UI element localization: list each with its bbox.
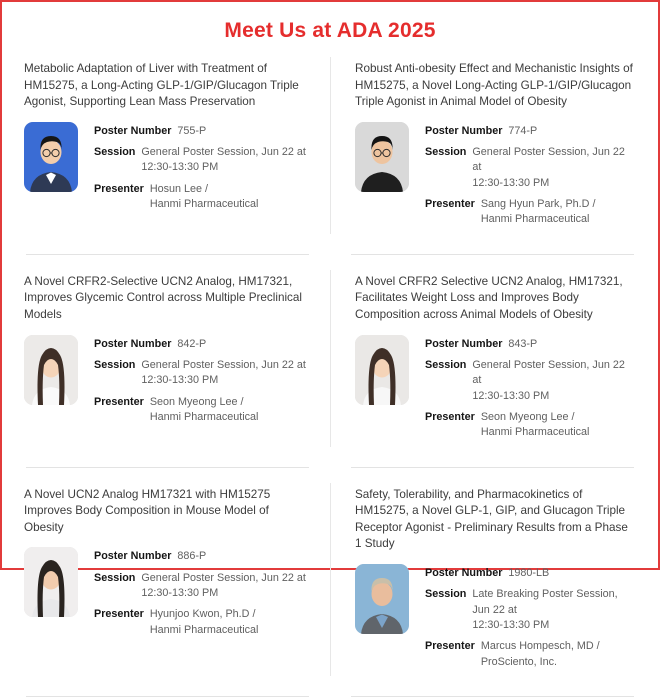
presenter-photo [24,122,78,192]
poster-row-2 [22,270,638,447]
poster-title: Robust Anti-obesity Effect and Mechanistic Insights of HM15275, a Novel Long-Acting GLP-1/GIP/Glucagon Triple Agonist in Animal Model of Obesity [355,62,633,109]
poster-number-label: Poster Number [94,124,172,137]
poster-number-value: 755-P [177,124,207,137]
presenter-line2: Hanmi Pharmaceutical [480,213,590,226]
session-line1: General Poster Session, Jun 22 at [472,358,625,387]
presenter-label: Presenter [94,608,144,621]
session-label: Session [94,358,136,371]
presenter-label: Presenter [425,640,475,653]
row-divider [26,254,634,255]
session-row [94,358,306,389]
presenter-label: Presenter [94,182,144,195]
poster-card-774 [330,57,638,234]
presenter-line2: Hanmi Pharmaceutical [480,426,590,439]
presenter-photo [355,335,409,405]
session-line1: General Poster Session, Jun 22 at [141,571,306,584]
presenter-photo [24,547,78,617]
presenter-line2: Hanmi Pharmaceutical [149,623,259,636]
poster-title: A Novel CRFR2 Selective UCN2 Analog, HM17321, Facilitates Weight Loss and Improves Body Composition across Animal Models of Obesity [355,274,623,322]
poster-number-row [425,337,636,352]
session-label: Session [94,571,136,584]
poster-number-value: 774-P [508,124,538,137]
poster-card-843 [330,270,638,447]
poster-card-886 [22,483,330,676]
session-row [94,145,306,176]
session-value [472,587,636,633]
poster-number-label: Poster Number [425,337,503,350]
presenter-line1: Sang Hyun Park, Ph.D / [480,198,596,211]
poster-card-755 [22,57,330,234]
presenter-line1: Hyunjoo Kwon, Ph.D / [149,608,256,621]
presenter-line1: Seon Myeong Lee / [480,410,575,423]
presenter-value [150,607,259,638]
presenter-label: Presenter [425,198,475,211]
poster-number-label: Poster Number [94,550,172,563]
session-line1: General Poster Session, Jun 22 at [472,146,625,174]
presenter-avatar-illustration [355,122,409,192]
session-line2: 12:30-13:30 PM [141,587,219,600]
presenter-value [481,197,596,228]
session-line1: General Poster Session, Jun 22 at [141,146,306,159]
presenter-photo [24,335,78,405]
poster-card-1980 [330,483,638,676]
poster-card-842 [22,270,330,447]
session-value [141,145,305,176]
presenter-value [150,182,259,213]
poster-number-label: Poster Number [425,124,503,137]
presenter-avatar-illustration [24,335,78,405]
poster-number-value: 842-P [177,337,207,350]
session-line2: 12:30-13:30 PM [141,374,219,387]
session-row [94,571,306,602]
poster-number-row [94,549,306,564]
session-value [141,358,305,389]
poster-number-row [425,566,636,581]
poster-title: A Novel UCN2 Analog HM17321 with HM15275 Improves Body Composition in Mouse Model of Obesity [24,487,271,534]
presenter-line1: Marcus Hompesch, MD / [480,640,600,653]
session-label: Session [94,146,136,159]
poster-number-label: Poster Number [425,567,503,580]
session-value [472,358,636,404]
presenter-line2: Hanmi Pharmaceutical [149,410,259,423]
session-line2: 12:30-13:30 PM [472,619,550,632]
session-line1: General Poster Session, Jun 22 at [141,358,306,371]
session-row [425,358,636,404]
presenter-avatar-illustration [24,547,78,617]
presenter-row [94,607,306,638]
presenter-value [481,639,600,670]
presenter-value [481,410,590,441]
session-line2: 12:30-13:30 PM [141,161,219,174]
presenter-row [94,395,306,426]
presenter-row [94,182,306,213]
row-divider [26,467,634,468]
session-line1: Late Breaking Poster Session, Jun 22 at [472,588,618,616]
poster-number-value: 843-P [508,337,538,350]
presenter-photo [355,122,409,192]
presenter-row [425,410,636,441]
poster-title: A Novel CRFR2-Selective UCN2 Analog, HM17321, Improves Glycemic Control across Multiple Preclinical Models [24,274,302,322]
poster-number-label: Poster Number [94,337,172,350]
poster-number-value: 886-P [177,550,207,563]
presenter-value [150,395,259,426]
presenter-photo [355,564,409,634]
poster-number-row [425,124,636,139]
poster-row-1 [22,57,638,234]
presenter-line1: Hosun Lee / [149,182,209,195]
poster-title: Safety, Tolerability, and Pharmacokinetics of HM15275, a Novel GLP-1, GIP, and Glucagon Triple Receptor Agonist - Preliminary Results from a Phase 1 Study [355,487,628,551]
presenter-label: Presenter [94,395,144,408]
page-header [2,2,658,57]
session-line2: 12:30-13:30 PM [472,389,550,402]
presenter-row [425,639,636,670]
poster-number-row [94,337,306,352]
session-value [141,571,305,602]
session-value [472,145,636,191]
presenter-avatar-illustration [355,335,409,405]
session-row [425,587,636,633]
poster-number-value: 1980-LB [508,567,550,580]
presenter-line2: ProSciento, Inc. [480,655,558,668]
session-line2: 12:30-13:30 PM [472,176,550,189]
session-label: Session [425,146,467,159]
poster-title: Metabolic Adaptation of Liver with Treatment of HM15275, a Long-Acting GLP-1/GIP/Glucagon Triple Agonist, Supporting Lean Mass Preservation [24,62,299,109]
session-label: Session [425,588,467,601]
session-row [425,145,636,191]
presenter-avatar-illustration [24,122,78,192]
poster-grid [2,57,658,697]
presenter-line1: Seon Myeong Lee / [149,395,244,408]
presenter-row [425,197,636,228]
poster-row-3 [22,483,638,676]
presenter-avatar-illustration [355,564,409,634]
presenter-line2: Hanmi Pharmaceutical [149,198,259,211]
page-title: Meet Us at ADA 2025 [224,19,436,42]
presenter-label: Presenter [425,410,475,423]
session-label: Session [425,358,467,371]
poster-number-row [94,124,306,139]
